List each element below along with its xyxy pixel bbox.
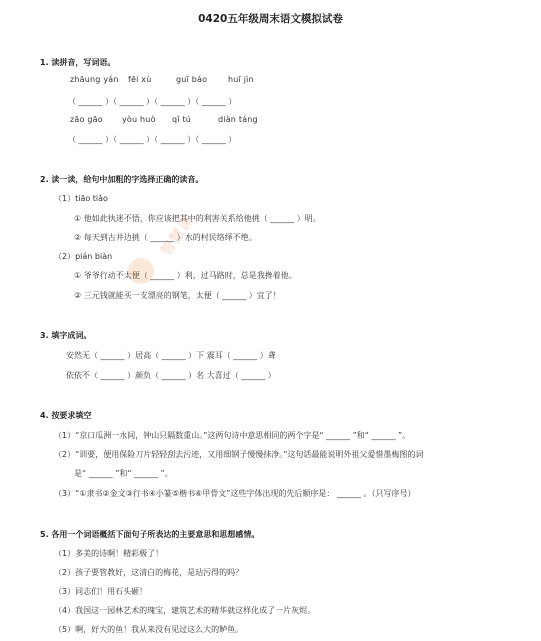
q1-pinyin-2: fēi xù [128, 75, 152, 84]
q1-pinyin-5: zāo gāo [70, 115, 103, 124]
q5-item: （2）孩子要管教好，这清白的梅花，是玷污得的吗？ [54, 568, 244, 577]
page-title: 0420五年级周末语文模拟试卷 [198, 13, 343, 25]
q1-pinyin-4: huī jìn [228, 75, 254, 84]
q2-part2-sentence1: ① 爷爷行动不太便（ ______ ）利，过马路时，总是我搀着他。 [74, 271, 297, 280]
q1-pinyin-7: qǐ tú [172, 115, 192, 124]
q3-heading: 3. 填字成词。 [40, 331, 92, 340]
q1-pinyin-1: zhāung yán [70, 75, 119, 84]
q2-heading: 2. 读一读，给句中加粗的字选择正确的读音。 [40, 175, 204, 184]
q3-row1: 安然无（ ______ ）居高（ ______ ）下 震耳（ ______ ）聋 [66, 351, 276, 360]
q2-part1-label: （1）tiāo tiǎo [54, 194, 108, 203]
q4-item2-line1: （2）“训要，便用保险刀片轻轻刮去污迹，又用细钢子慢慢抹净。”这句话最能说明外祖父爱惜墨梅图的词 [54, 450, 424, 459]
q4-item2-line2: 是“ ______ ”和“ ______ ”。 [74, 469, 173, 478]
q5-item: （1）多美的诗啊！精彩极了！ [54, 549, 164, 558]
q1-heading: 1. 读拼音，写词语。 [40, 58, 116, 67]
q1-blanks-1: （ ______ ）（ ______ ）（ ______ ）（ ______ ） [68, 97, 237, 106]
q4-item1: （1）“京口瓜洲一水间，钟山只隔数重山。”这两句诗中意思相同的两个字是“ ______ ”和“ ______ ”。 [54, 431, 411, 440]
q5-item: （3）同志们！用石头砸！ [54, 587, 148, 596]
q2-part2-label: （2）pián biàn [54, 252, 113, 261]
q3-row2: 依依不（ ______ ）颜负（ ______ ）名 大喜过（ ______ ） [66, 371, 276, 380]
watermark-logo-icon [128, 258, 154, 284]
watermark-text: 智慧课 [158, 212, 198, 259]
q5-heading: 5. 各用一个词语概括下面句子所表达的主要意思和思想感情。 [40, 530, 260, 539]
q5-item: （5）啊，好大的鱼！我从来没有见过这么大的鲈鱼。 [54, 625, 244, 634]
q2-part1-sentence1: ① 他如此执迷不悟，你应该把其中的利害关系给他挑（ ______ ）明。 [74, 214, 321, 223]
q5-item: （4）我国这一园林艺术的瑰宝，建筑艺术的精华就这样化成了一片灰烬。 [54, 606, 316, 615]
q2-part2-sentence2: ② 三元钱就能买一支漂亮的钢笔，太便（ ______ ）宜了！ [74, 291, 281, 300]
q1-pinyin-8: diàn táng [218, 115, 258, 124]
q1-blanks-2: （ ______ ）（ ______ ）（ ______ ）（ ______ ） [68, 135, 237, 144]
q1-pinyin-6: yòu huò [122, 115, 156, 124]
q4-item3: （3）“①隶书②金文③行书④小篆⑤楷书⑥甲骨文”这些字体出现的先后顺序是： ______ 。（只写序号） [54, 489, 416, 498]
q4-heading: 4. 按要求填空 [40, 411, 92, 420]
q1-pinyin-3: guī báo [176, 75, 208, 84]
q2-part1-sentence2: ② 每天到古井边挑（ ______ ）水的村民络绎不绝。 [74, 233, 257, 242]
